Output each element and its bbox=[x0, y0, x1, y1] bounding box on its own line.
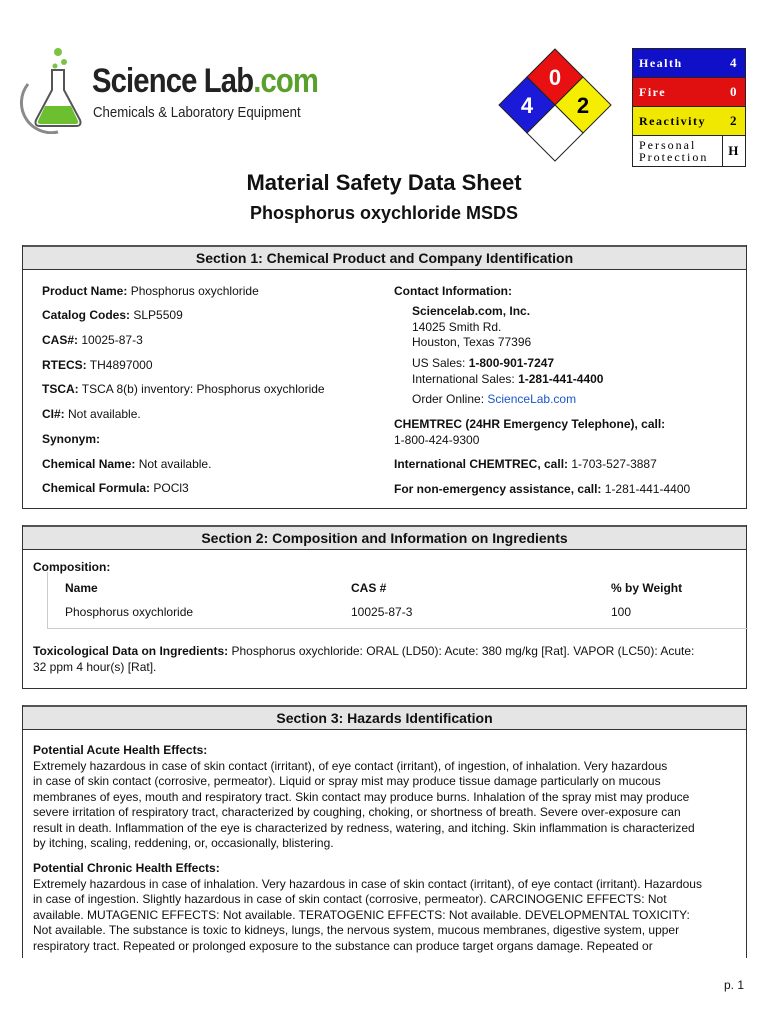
non-emergency: For non-emergency assistance, call: 1-281-441-4400 bbox=[394, 482, 691, 496]
toxicological-data: Toxicological Data on Ingredients: Phosphorus oxychloride: ORAL (LD50): Acute: 380 mg/kg [Rat]. VAPOR (LC50): Acute: 32 ppm 4 hour(s) [Rat]. bbox=[33, 644, 695, 674]
row-weight-cell: 100 bbox=[611, 605, 632, 619]
composition-label: Composition: bbox=[33, 560, 111, 574]
page-number: p. 1 bbox=[723, 978, 744, 992]
order-online: Order Online: ScienceLab.com bbox=[412, 392, 577, 406]
acute-effects: Potential Acute Health Effects: Extremely hazardous in case of skin contact (irritant), of eye contact (irritant), of ingestion, of inhalation. Very hazardous in case of skin contact (corrosive, permeator). Liquid or spray mist may produce tissue damage particularly on mucous membranes of eyes, mouth and respiratory tract. Skin contact may produce burns. Inhalation of the spray mist may produce severe irritation of respiratory tract, characterized by coughing, choking, or shortness of breath. Severe over-exposure can result in death. Inflammation of the eye is characterized by redness, watering, and itching. Skin inflammation is characterized by itching, scaling, reddening, or, occasionally, blistering. bbox=[33, 743, 695, 850]
us-sales: US Sales: 1-800-901-7247 bbox=[412, 356, 555, 370]
table-row bbox=[47, 600, 747, 624]
chemtrec-label: CHEMTREC (24HR Emergency Telephone), call: bbox=[394, 417, 666, 431]
contact-label: Contact Information: bbox=[394, 284, 512, 298]
composition-table bbox=[47, 576, 747, 624]
col-cas-header: CAS # bbox=[351, 581, 387, 595]
hmis-fire-row: Fire 0 bbox=[633, 78, 745, 107]
flask-icon bbox=[18, 44, 92, 134]
nfpa-reactivity-value: 2 bbox=[576, 93, 590, 118]
section-1 bbox=[22, 245, 747, 509]
table-header-row bbox=[47, 576, 747, 600]
section-1-heading: Section 1: Chemical Product and Company Identification bbox=[23, 245, 746, 270]
row-cas-cell: 10025-87-3 bbox=[351, 605, 413, 619]
logo-wordmark: Science Lab.com bbox=[92, 62, 319, 100]
intl-chemtrec: International CHEMTREC, call: 1-703-527-3887 bbox=[394, 457, 657, 471]
section-2 bbox=[22, 525, 747, 689]
logo-tagline: Chemicals & Laboratory Equipment bbox=[93, 104, 301, 121]
hmis-health-row: Health 4 bbox=[633, 49, 745, 78]
tsca: TSCA: TSCA 8(b) inventory: Phosphorus oxychloride bbox=[42, 382, 325, 396]
nfpa-diamond bbox=[498, 48, 612, 162]
chemtrec-phone: 1-800-424-9300 bbox=[394, 433, 480, 447]
hmis-rating-table bbox=[632, 48, 746, 167]
order-online-link[interactable]: ScienceLab.com bbox=[487, 392, 577, 406]
col-name-header: Name bbox=[65, 581, 98, 595]
nfpa-fire-value: 0 bbox=[548, 65, 562, 90]
chronic-effects: Potential Chronic Health Effects: Extremely hazardous in case of inhalation. Very hazardous in case of skin contact (irritant), of eye contact (irritant). Hazardous in case of ingestion. Slightly hazardous in case of skin contact (corrosive, permeator). CARCINOGENIC EFFECTS: Not available. MUTAGENIC EFFECTS: Not available. TERATOGENIC EFFECTS: Not available. DEVELOPMENTAL TOXICITY: Not available. The substance is toxic to kidneys, lungs, the nervous system, mucous membranes, digestive system, upper respiratory tract. Repeated or prolonged exposure to the substance can produce target organs damage. Repeated or bbox=[33, 861, 702, 953]
col-weight-header: % by Weight bbox=[611, 581, 683, 595]
page-title: Material Safety Data Sheet bbox=[246, 170, 522, 195]
hmis-reactivity-row: Reactivity 2 bbox=[633, 107, 745, 136]
catalog-codes: Catalog Codes: SLP5509 bbox=[42, 308, 183, 322]
chemical-formula: Chemical Formula: POCl3 bbox=[42, 481, 189, 495]
page-subtitle: Phosphorus oxychloride MSDS bbox=[249, 203, 519, 223]
rtecs: RTECS: TH4897000 bbox=[42, 358, 153, 372]
section-2-heading: Section 2: Composition and Information on Ingredients bbox=[23, 525, 746, 550]
intl-sales: International Sales: 1-281-441-4400 bbox=[412, 372, 604, 386]
company-name: Sciencelab.com, Inc. bbox=[412, 304, 531, 318]
address-line-2: Houston, Texas 77396 bbox=[412, 335, 532, 349]
nfpa-health-value: 4 bbox=[520, 93, 534, 118]
chemical-name: Chemical Name: Not available. bbox=[42, 457, 212, 471]
product-name: Product Name: Phosphorus oxychloride bbox=[42, 284, 259, 298]
sciencelab-logo bbox=[18, 44, 319, 134]
cas-number: CAS#: 10025-87-3 bbox=[42, 333, 143, 347]
hmis-protection-row: Personal Protection H bbox=[633, 136, 745, 166]
page-cut-mask bbox=[22, 958, 747, 1028]
synonym: Synonym: bbox=[42, 432, 101, 446]
address-line-1: 14025 Smith Rd. bbox=[412, 320, 502, 334]
row-name-cell: Phosphorus oxychloride bbox=[65, 605, 194, 619]
section-3-heading: Section 3: Hazards Identification bbox=[23, 705, 746, 730]
ci-number: CI#: Not available. bbox=[42, 407, 141, 421]
